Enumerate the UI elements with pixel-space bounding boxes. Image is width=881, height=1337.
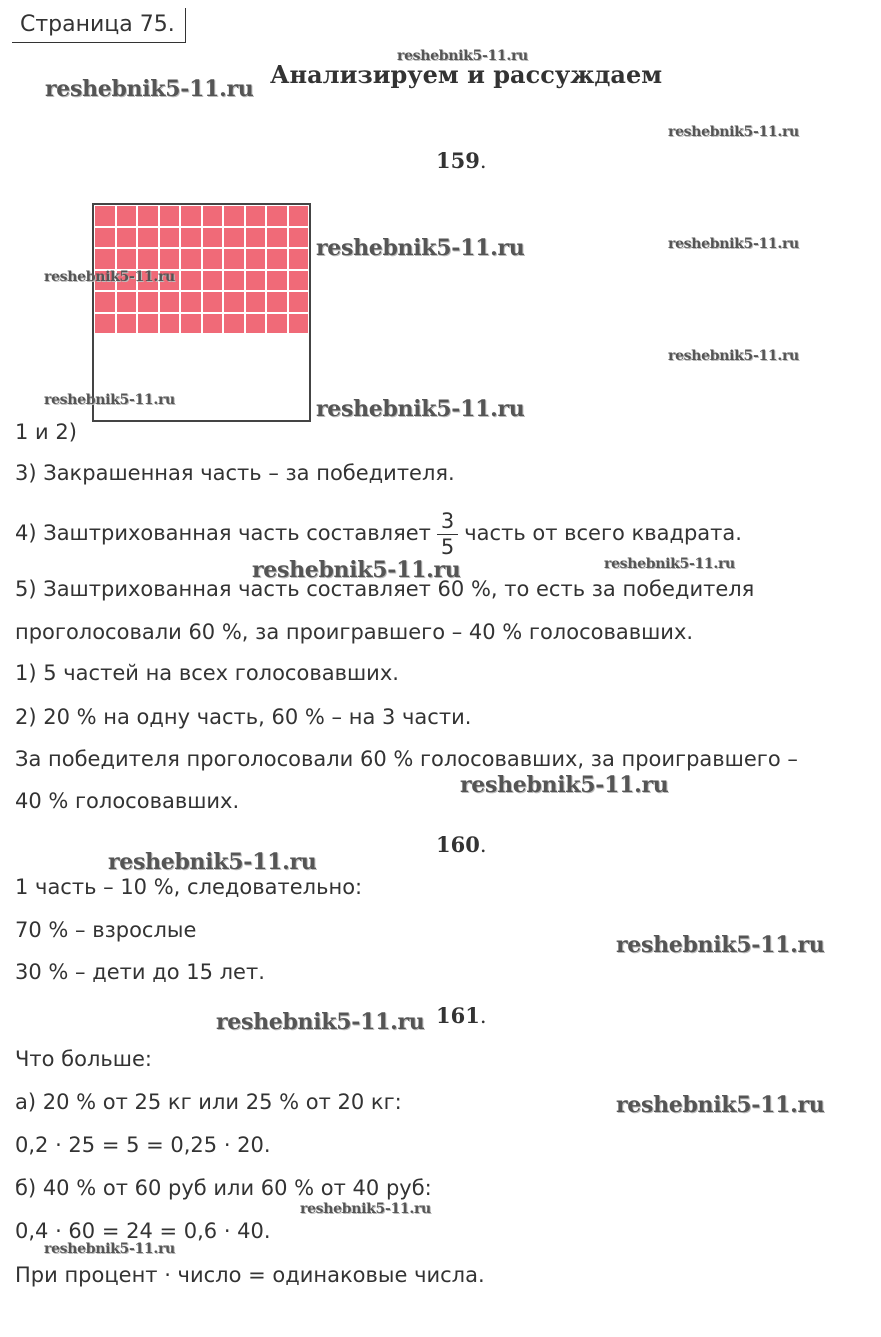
text-160-line-1: 1 часть – 10 %, следовательно: bbox=[15, 875, 363, 899]
shaded-cell bbox=[245, 227, 267, 249]
shaded-cell bbox=[180, 227, 202, 249]
fraction-numerator: 3 bbox=[437, 509, 458, 535]
shaded-cell bbox=[180, 313, 202, 335]
shaded-cell bbox=[137, 248, 159, 270]
shaded-cell bbox=[245, 313, 267, 335]
text-161-line-1: Что больше: bbox=[15, 1047, 152, 1071]
shaded-cell bbox=[245, 205, 267, 227]
shaded-cell bbox=[202, 313, 224, 335]
page-label-number: 75. bbox=[139, 12, 175, 37]
shaded-cell bbox=[202, 270, 224, 292]
shaded-cell bbox=[116, 248, 138, 270]
shaded-cell bbox=[116, 227, 138, 249]
shaded-cell bbox=[223, 270, 245, 292]
shaded-cell bbox=[137, 313, 159, 335]
problem-159-digits: 159 bbox=[436, 148, 480, 173]
shaded-cell bbox=[137, 205, 159, 227]
text-159-line-8: За победителя проголосовали 60 % голосовавших, за проигравшего – bbox=[15, 747, 798, 771]
text-159-line-1: 1 и 2) bbox=[15, 420, 77, 444]
shaded-cell bbox=[288, 313, 310, 335]
watermark: reshebnik5-11.ru bbox=[604, 556, 735, 572]
watermark: reshebnik5-11.ru bbox=[44, 269, 175, 285]
text-159-line-2: 3) Закрашенная часть – за победителя. bbox=[15, 461, 455, 485]
watermark: reshebnik5-11.ru bbox=[668, 236, 799, 252]
shaded-cell bbox=[245, 291, 267, 313]
shaded-cell bbox=[245, 248, 267, 270]
watermark: reshebnik5-11.ru bbox=[316, 235, 525, 261]
shaded-cell bbox=[223, 248, 245, 270]
watermark: reshebnik5-11.ru bbox=[300, 1201, 431, 1217]
shaded-cell bbox=[159, 248, 181, 270]
problem-number-160 bbox=[436, 832, 487, 857]
watermark: reshebnik5-11.ru bbox=[316, 396, 525, 422]
shaded-cell bbox=[288, 291, 310, 313]
shaded-cell bbox=[266, 270, 288, 292]
fraction-square-diagram bbox=[92, 203, 311, 422]
problem-159-dot: . bbox=[479, 149, 487, 173]
watermark: reshebnik5-11.ru bbox=[616, 1092, 825, 1118]
shaded-cell bbox=[159, 205, 181, 227]
shaded-cell bbox=[94, 205, 116, 227]
shaded-cell bbox=[137, 227, 159, 249]
watermark: reshebnik5-11.ru bbox=[397, 48, 528, 64]
text-159-line-5: проголосовали 60 %, за проигравшего – 40 % голосовавших. bbox=[15, 620, 694, 644]
shaded-cell bbox=[266, 313, 288, 335]
watermark: reshebnik5-11.ru bbox=[252, 557, 461, 583]
shaded-cell bbox=[223, 227, 245, 249]
watermark: reshebnik5-11.ru bbox=[216, 1009, 425, 1035]
shaded-cell bbox=[266, 291, 288, 313]
shaded-cell bbox=[180, 291, 202, 313]
watermark: reshebnik5-11.ru bbox=[44, 392, 175, 408]
text-161-line-6: При процент · число = одинаковые числа. bbox=[15, 1263, 485, 1287]
text-161-line-5: 0,4 · 60 = 24 = 0,6 · 40. bbox=[15, 1219, 271, 1243]
shaded-cell bbox=[266, 205, 288, 227]
shaded-cell bbox=[202, 227, 224, 249]
shaded-cell bbox=[245, 270, 267, 292]
watermark: reshebnik5-11.ru bbox=[44, 1241, 175, 1257]
shaded-cell bbox=[202, 205, 224, 227]
shaded-cell bbox=[94, 248, 116, 270]
page-label bbox=[12, 8, 186, 43]
shaded-cell bbox=[202, 248, 224, 270]
text-161-line-2: а) 20 % от 25 кг или 25 % от 20 кг: bbox=[15, 1090, 402, 1114]
problem-160-dot: . bbox=[479, 833, 487, 857]
shaded-cell bbox=[288, 205, 310, 227]
shaded-cell bbox=[202, 291, 224, 313]
watermark: reshebnik5-11.ru bbox=[460, 772, 669, 798]
section-title: Анализируем и рассуждаем bbox=[270, 60, 663, 89]
watermark: reshebnik5-11.ru bbox=[668, 124, 799, 140]
watermark: reshebnik5-11.ru bbox=[616, 932, 825, 958]
text-160-line-2: 70 % – взрослые bbox=[15, 918, 197, 942]
text-159-line-3b: часть от всего квадрата. bbox=[464, 521, 742, 545]
text-159-line-3a: 4) Заштрихованная часть составляет bbox=[15, 521, 431, 545]
shaded-cell bbox=[180, 270, 202, 292]
shaded-cell bbox=[116, 205, 138, 227]
watermark: reshebnik5-11.ru bbox=[108, 849, 317, 875]
fraction-three-fifths bbox=[437, 509, 458, 560]
shaded-cell bbox=[180, 205, 202, 227]
shaded-cell bbox=[94, 291, 116, 313]
problem-161-dot: . bbox=[479, 1004, 487, 1028]
shaded-cell bbox=[94, 313, 116, 335]
shaded-cell bbox=[159, 291, 181, 313]
text-161-line-3: 0,2 · 25 = 5 = 0,25 · 20. bbox=[15, 1133, 271, 1157]
shaded-cell bbox=[94, 227, 116, 249]
text-159-line-7: 2) 20 % на одну часть, 60 % – на 3 части. bbox=[15, 705, 472, 729]
watermark: reshebnik5-11.ru bbox=[45, 76, 254, 102]
problem-161-digits: 161 bbox=[436, 1003, 480, 1028]
shaded-cell bbox=[266, 227, 288, 249]
shaded-cell bbox=[266, 248, 288, 270]
shaded-cell bbox=[116, 291, 138, 313]
text-161-line-4: б) 40 % от 60 руб или 60 % от 40 руб: bbox=[15, 1176, 432, 1200]
problem-160-digits: 160 bbox=[436, 832, 480, 857]
watermark: reshebnik5-11.ru bbox=[668, 348, 799, 364]
shaded-cell bbox=[159, 227, 181, 249]
problem-number-159 bbox=[436, 148, 487, 173]
shaded-cell bbox=[223, 313, 245, 335]
shaded-cell bbox=[159, 313, 181, 335]
text-159-line-4: 5) Заштрихованная часть составляет 60 %, то есть за победителя bbox=[15, 577, 755, 601]
text-160-line-3: 30 % – дети до 15 лет. bbox=[15, 960, 265, 984]
page-label-word: Страница bbox=[20, 12, 133, 37]
shaded-cell bbox=[223, 205, 245, 227]
text-159-line-6: 1) 5 частей на всех голосовавших. bbox=[15, 661, 399, 685]
shaded-cell bbox=[288, 248, 310, 270]
shaded-cell bbox=[288, 270, 310, 292]
text-159-line-9: 40 % голосовавших. bbox=[15, 789, 240, 813]
shaded-cell bbox=[137, 291, 159, 313]
shaded-cell bbox=[288, 227, 310, 249]
shaded-cell bbox=[180, 248, 202, 270]
shaded-cell bbox=[223, 291, 245, 313]
shaded-cell bbox=[116, 313, 138, 335]
fraction-denominator: 5 bbox=[440, 534, 455, 559]
problem-number-161 bbox=[436, 1003, 487, 1028]
